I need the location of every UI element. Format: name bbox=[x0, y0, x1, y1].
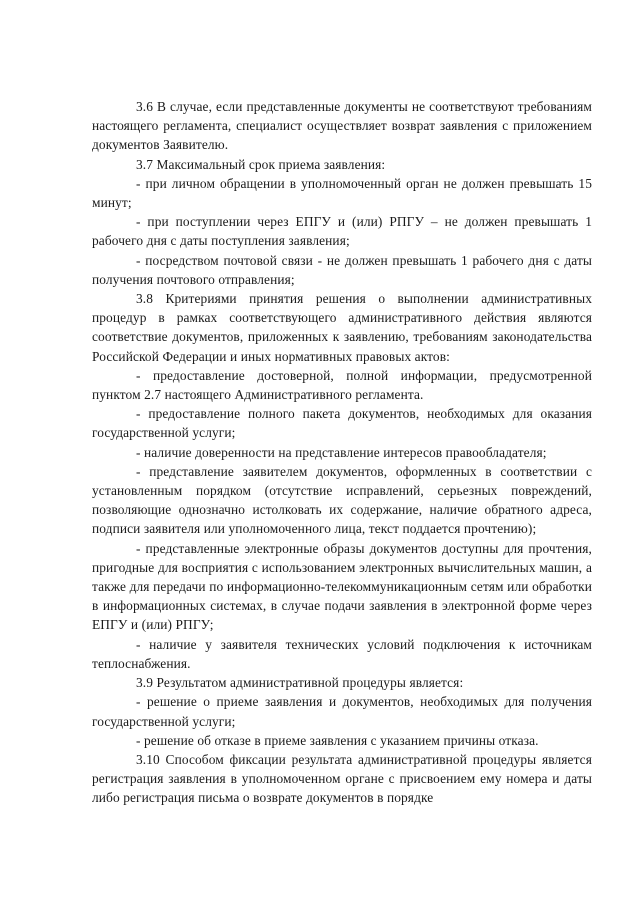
list-item: - предоставление достоверной, полной информации, предусмотренной пунктом 2.7 настоящего Административного регламента. bbox=[92, 367, 592, 403]
list-item: - решение о приеме заявления и документов, необходимых для получения государственной услуги; bbox=[92, 694, 592, 729]
list-item: - при поступлении через ЕПГУ и (или) РПГУ – не должен превышать 1 рабочего дня с даты поступления заявления; bbox=[92, 214, 592, 249]
list-item: - представленные электронные образы документов доступны для прочтения, пригодные для восприятия с использованием электронных вычислительных машин, а также для передачи по информационно-телекоммуникационным сетям или обработки в информационных системах, в случае подачи заявления в электронной форме через ЕПГУ и (или) РПГУ; bbox=[92, 540, 592, 633]
list-item: - представление заявителем документов, оформленных в соответствии с установленным порядком (отсутствие исправлений, серьезных повреждений, позволяющие однозначно истолковать их содержание, наличие обратного адреса, подписи заявителя или уполномоченного лица, текст поддается прочтению); bbox=[92, 463, 592, 537]
paragraph-3-7: 3.7 Максимальный срок приема заявления: bbox=[136, 156, 386, 172]
list-item: - решение об отказе в приеме заявления с указанием причины отказа. bbox=[136, 732, 539, 748]
list-item: - наличие у заявителя технических условий подключения к источникам теплоснабжения. bbox=[92, 636, 592, 671]
paragraph-3-10: 3.10 Способом фиксации результата административной процедуры является регистрация заявления в уполномоченном органе с присвоением ему номера и даты либо регистрация письма о возврате документов в порядке bbox=[92, 751, 592, 806]
list-item: - посредством почтовой связи - не должен превышать 1 рабочего дня с даты получения почтового отправления; bbox=[92, 252, 592, 287]
paragraph-3-8: 3.8 Критериями принятия решения о выполнении административных процедур в рамках соответствующего административного действия являются соответствие документов, приложенных к заявлению, требованиям законодательства Российской Федерации и иных нормативных правовых актов: bbox=[92, 291, 592, 364]
paragraph-3-6: 3.6 В случае, если представленные документы не соответствуют требованиям настоящего регламента, специалист осуществляет возврат заявления с приложением документов Заявителю. bbox=[92, 99, 592, 153]
list-item: - при личном обращении в уполномоченный орган не должен превышать 15 минут; bbox=[92, 175, 592, 211]
paragraph-3-9: 3.9 Результатом административной процедуры является: bbox=[136, 675, 464, 691]
list-item: - наличие доверенности на представление интересов правообладателя; bbox=[136, 444, 547, 460]
list-item: - предоставление полного пакета документов, необходимых для оказания государственной услуги; bbox=[92, 406, 592, 441]
